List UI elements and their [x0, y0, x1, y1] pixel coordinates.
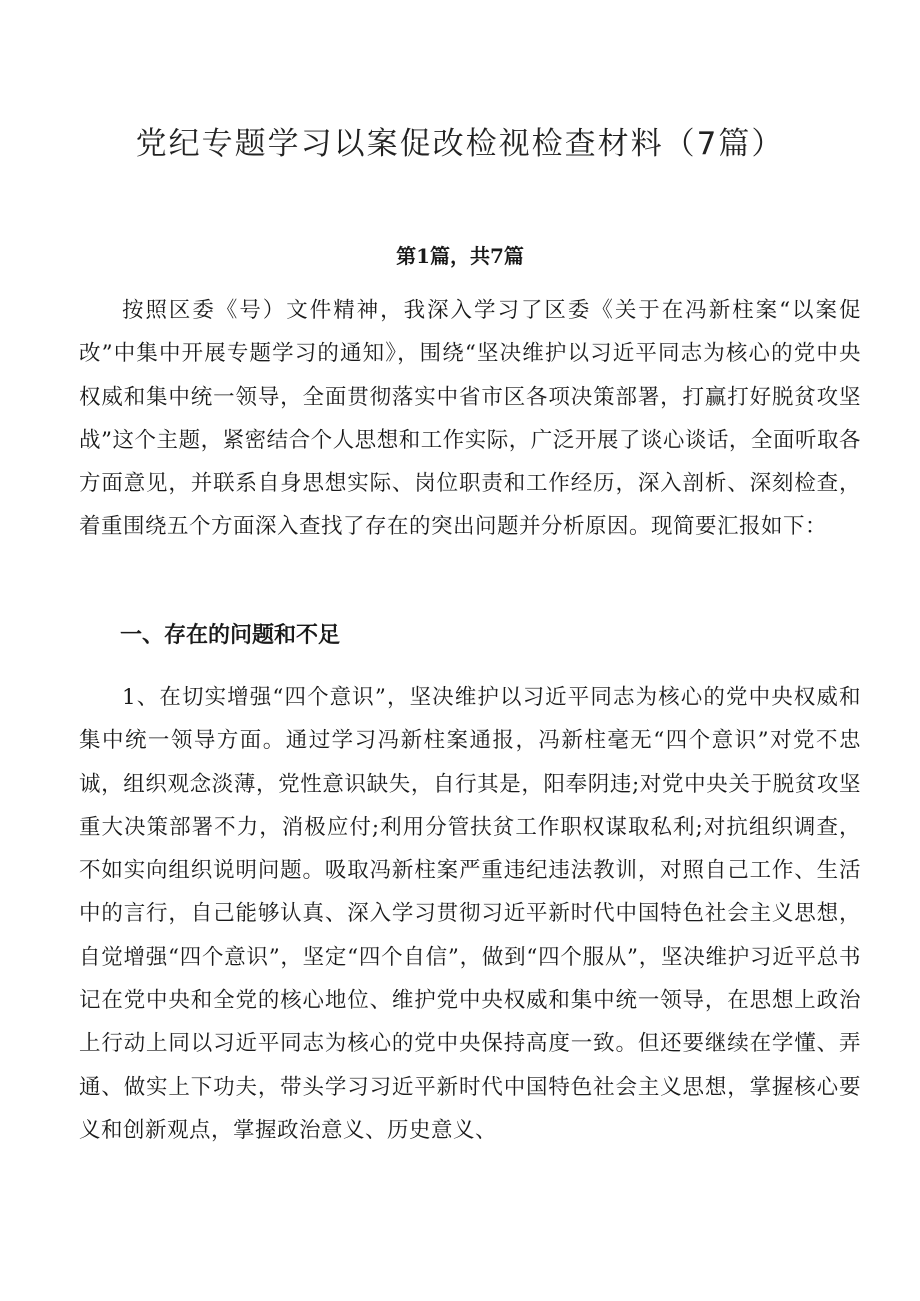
section-heading: 一、存在的问题和不足	[120, 623, 341, 648]
part-label: 第1篇，共7篇	[396, 244, 524, 268]
intro-paragraph: 按照区委《号）文件精神，我深入学习了区委《关于在冯新柱案“以案促改”中集中开展专题学习的通知》，围绕“坚决维护以习近平同志为核心的党中央权威和集中统一领导，全面贯彻落实中省市区各项决策部署，打赢打好脱贫攻坚战”这个主题，紧密结合个人思想和工作实际，广泛开展了谈心谈话，全面听取各方面意见，并联系自身思想实际、岗位职责和工作经历，深入剖析、深刻检查，着重围绕五个方面深入查找了存在的突出问题并分析原因。现简要汇报如下：	[79, 298, 861, 540]
body-paragraph: 1、在切实增强“四个意识”，坚决维护以习近平同志为核心的党中央权威和集中统一领导方面。通过学习冯新柱案通报，冯新柱毫无“四个意识”对党不忠诚，组织观念淡薄，党性意识缺失，自行其是，阳奉阴违;对党中央关于脱贫攻坚重大决策部署不力，消极应付;利用分管扶贫工作职权谋取私利;对抗组织调查，不如实向组织说明问题。吸取冯新柱案严重违纪违法教训，对照自己工作、生活中的言行，自己能够认真、深入学习贯彻习近平新时代中国特色社会主义思想，自觉增强“四个意识”，坚定“四个自信”，做到“四个服从”，坚决维护习近平总书记在党中央和全党的核心地位、维护党中央权威和集中统一领导，在思想上政治上行动上同以习近平同志为核心的党中央保持高度一致。但还要继续在学懂、弄通、做实上下功夫，带头学习习近平新时代中国特色社会主义思想，掌握核心要义和创新观点，掌握政治意义、历史意义、	[79, 685, 861, 1143]
document-title: 党纪专题学习以案促改检视检查材料（7篇）	[135, 126, 785, 162]
